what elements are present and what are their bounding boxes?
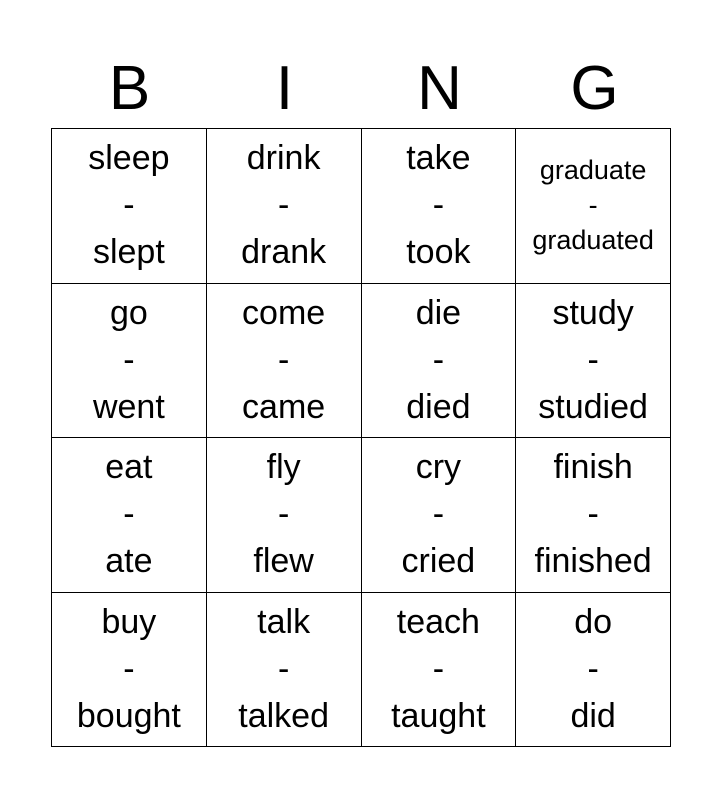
bingo-header — [52, 50, 672, 128]
cell-separator: - — [277, 495, 290, 534]
cell-present-verb: study — [552, 293, 634, 332]
cell-present-verb: come — [242, 293, 326, 332]
cell-past-verb: died — [406, 387, 471, 426]
cell-present-verb: die — [415, 293, 462, 332]
bingo-cell[interactable] — [52, 129, 207, 284]
cell-separator: - — [432, 649, 445, 688]
cell-past-verb: flew — [253, 542, 314, 581]
header-letter-g: G — [570, 54, 619, 123]
cell-past-verb: bought — [76, 696, 181, 735]
cell-present-verb: buy — [101, 602, 157, 641]
cell-present-verb: drink — [246, 139, 321, 178]
cell-past-verb: went — [92, 387, 165, 426]
bingo-cell[interactable] — [362, 438, 517, 593]
bingo-cell[interactable] — [52, 593, 207, 748]
cell-past-verb: studied — [538, 387, 648, 426]
cell-present-verb: do — [574, 602, 613, 641]
cell-present-verb: go — [109, 293, 148, 332]
cell-separator: - — [587, 340, 599, 379]
cell-separator: - — [432, 340, 445, 379]
cell-past-verb: finished — [534, 542, 652, 581]
bingo-cell[interactable] — [516, 593, 671, 748]
cell-present-verb: fly — [266, 448, 301, 487]
cell-separator: - — [123, 649, 135, 688]
cell-past-verb: drank — [241, 233, 327, 272]
cell-separator: - — [123, 495, 135, 534]
cell-present-verb: sleep — [88, 139, 170, 178]
cell-past-verb: taught — [391, 696, 486, 735]
bingo-cell[interactable] — [362, 129, 517, 284]
cell-present-verb: take — [406, 139, 471, 178]
bingo-cell[interactable] — [362, 593, 517, 748]
header-letter-n: N — [417, 54, 462, 123]
bingo-cell[interactable] — [516, 129, 671, 284]
cell-past-verb: came — [242, 387, 326, 426]
bingo-cell[interactable] — [52, 284, 207, 439]
cell-separator: - — [123, 340, 135, 379]
cell-separator: - — [432, 186, 445, 225]
cell-present-verb: talk — [257, 602, 311, 641]
bingo-cell[interactable] — [516, 438, 671, 593]
bingo-cell[interactable] — [207, 284, 362, 439]
bingo-cell[interactable] — [52, 438, 207, 593]
cell-separator: - — [432, 495, 445, 534]
cell-separator: - — [587, 495, 599, 534]
bingo-cell[interactable] — [207, 438, 362, 593]
header-letter-i: I — [275, 54, 294, 123]
cell-present-verb: teach — [396, 602, 480, 641]
cell-present-verb: cry — [415, 448, 462, 487]
cell-present-verb: finish — [553, 448, 633, 487]
cell-separator: - — [123, 186, 135, 225]
cell-past-verb: graduated — [532, 225, 654, 256]
cell-separator: - — [587, 649, 599, 688]
cell-present-verb: graduate — [539, 155, 647, 186]
cell-separator: - — [277, 340, 290, 379]
cell-past-verb: did — [570, 696, 616, 735]
cell-past-verb: took — [406, 233, 471, 272]
bingo-cell[interactable] — [207, 129, 362, 284]
cell-past-verb: ate — [105, 542, 153, 581]
cell-present-verb: eat — [105, 448, 153, 487]
cell-past-verb: cried — [401, 542, 476, 581]
bingo-cell[interactable] — [516, 284, 671, 439]
header-letter-b: B — [108, 54, 151, 123]
cell-separator: - — [277, 186, 290, 225]
cell-separator: - — [588, 190, 598, 221]
bingo-cell[interactable] — [362, 284, 517, 439]
cell-past-verb: talked — [238, 696, 329, 735]
bingo-cell[interactable] — [207, 593, 362, 748]
cell-past-verb: slept — [92, 233, 165, 272]
bingo-grid — [51, 128, 671, 747]
cell-separator: - — [277, 649, 290, 688]
